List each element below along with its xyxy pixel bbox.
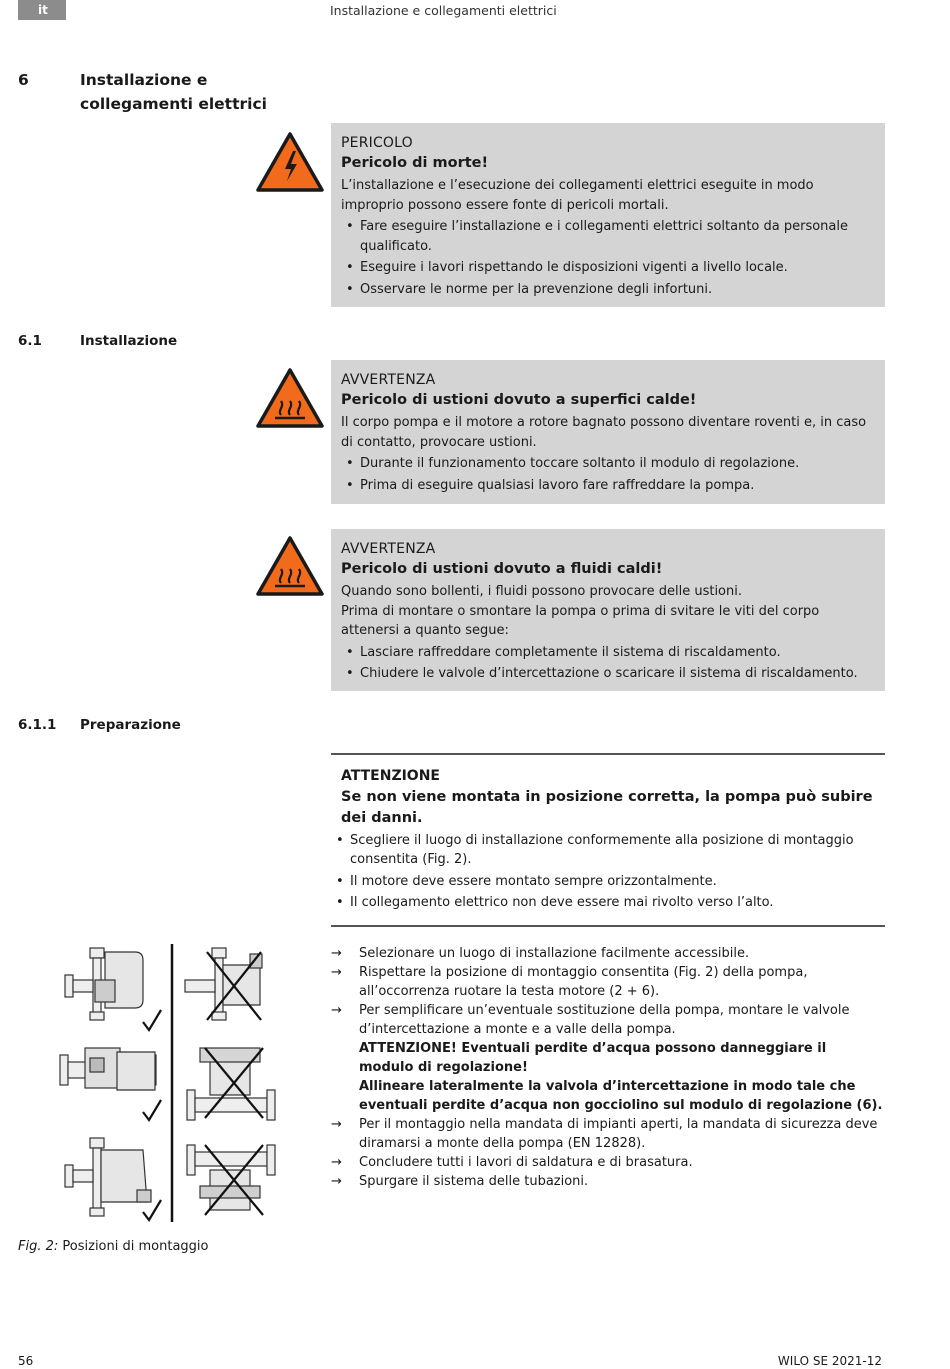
step-text: Spurgare il sistema delle tubazioni. bbox=[359, 1174, 589, 1189]
section-title: Installazione e collegamenti elettrici bbox=[80, 71, 267, 113]
list-item: • Prima di eseguire qualsiasi lavoro fare raffreddare la pompa. bbox=[341, 476, 873, 496]
language-tab: it bbox=[18, 0, 66, 20]
list-item: • Il collegamento elettrico non deve essere mai rivolto verso l’alto. bbox=[331, 893, 873, 913]
list-item bbox=[331, 1153, 885, 1172]
step-text: Rispettare la posizione di montaggio consentita (Fig. 2) della pompa, all’occorrenza ruotare la testa motore (2 + 6). bbox=[359, 965, 808, 999]
list-item: • Lasciare raffreddare completamente il sistema di riscaldamento. bbox=[341, 643, 873, 663]
list-item bbox=[331, 1172, 885, 1191]
list-item: • Scegliere il luogo di installazione conformemente alla posizione di montaggio consentita (Fig. 2). bbox=[331, 831, 873, 870]
caption-label: Fig. 2: bbox=[18, 1239, 59, 1254]
caution-title: Se non viene montata in posizione corretta, la pompa può subire dei danni. bbox=[341, 788, 873, 826]
signal-word: AVVERTENZA bbox=[341, 372, 436, 388]
hot-fluid-warning-icon bbox=[255, 535, 325, 597]
pump-allowed-1 bbox=[65, 948, 143, 1020]
signal-word: PERICOLO bbox=[341, 135, 413, 151]
pump-not-allowed-2 bbox=[187, 1048, 275, 1120]
pump-allowed-3 bbox=[65, 1138, 151, 1216]
page-number: 56 bbox=[18, 1354, 34, 1368]
list-item bbox=[331, 963, 885, 1001]
hot-surface-warning-icon bbox=[255, 367, 325, 429]
section-number: 6.1 bbox=[18, 333, 42, 349]
warning-box-hot-fluid bbox=[331, 529, 885, 691]
action-steps bbox=[331, 944, 885, 1191]
danger-title: Pericolo di morte! bbox=[341, 155, 489, 171]
warning-text: Prima di montare o smontare la pompa o prima di svitare le viti del corpo attenersi a quanto segue: bbox=[341, 603, 820, 638]
arrow-right-icon: → bbox=[331, 1003, 342, 1018]
list-item: • Fare eseguire l’installazione e i collegamenti elettrici soltanto da personale qualificato. bbox=[341, 217, 873, 256]
step-text: Per il montaggio nella mandata di impianti aperti, la mandata di sicurezza deve diramarsi a monte della pompa (EN 12828). bbox=[359, 1117, 878, 1151]
arrow-right-icon: → bbox=[331, 946, 342, 961]
list-item: • Il motore deve essere montato sempre orizzontalmente. bbox=[331, 872, 873, 892]
pump-not-allowed-1 bbox=[185, 948, 262, 1020]
list-item: • Eseguire i lavori rispettando le disposizioni vigenti a livello locale. bbox=[341, 258, 873, 278]
danger-text: L’installazione e l’esecuzione dei collegamenti elettrici eseguite in modo improprio possono essere fonte di pericoli mortali. bbox=[341, 178, 814, 213]
check-icon bbox=[143, 1010, 161, 1030]
figure-caption bbox=[18, 1239, 208, 1254]
section-title: Preparazione bbox=[80, 717, 181, 733]
arrow-right-icon: → bbox=[331, 1117, 342, 1132]
warning-box-hot-surface bbox=[331, 360, 885, 504]
signal-word: AVVERTENZA bbox=[341, 541, 436, 557]
danger-box bbox=[331, 123, 885, 307]
pump-allowed-2 bbox=[60, 1048, 156, 1090]
list-item: • Durante il funzionamento toccare soltanto il modulo di regolazione. bbox=[341, 454, 873, 474]
arrow-right-icon: → bbox=[331, 1155, 342, 1170]
check-icon bbox=[143, 1100, 161, 1120]
step-text: Concludere tutti i lavori di saldatura e di brasatura. bbox=[359, 1155, 693, 1170]
list-item: • Chiudere le valvole d’intercettazione o scaricare il sistema di riscaldamento. bbox=[341, 664, 873, 684]
step-caution-text: Allineare lateralmente la valvola d’intercettazione in modo tale che eventuali perdite d’acqua non gocciolino sul modulo di regolazione (6). bbox=[359, 1079, 883, 1113]
warning-title: Pericolo di ustioni dovuto a fluidi caldi! bbox=[341, 561, 663, 577]
caption-text: Posizioni di montaggio bbox=[62, 1239, 209, 1254]
mounting-positions-figure bbox=[55, 940, 285, 1228]
warning-text: Quando sono bollenti, i fluidi possono provocare delle ustioni. bbox=[341, 584, 742, 599]
step-caution-text: ATTENZIONE! Eventuali perdite d’acqua possono danneggiare il modulo di regolazione! bbox=[359, 1041, 827, 1075]
running-title: Installazione e collegamenti elettrici bbox=[330, 3, 557, 18]
step-text: Selezionare un luogo di installazione facilmente accessibile. bbox=[359, 946, 750, 961]
step-text: Per semplificare un’eventuale sostituzione della pompa, montare le valvole d’intercettazione a monte e a valle della pompa. bbox=[359, 1003, 850, 1037]
publisher: WILO SE 2021-12 bbox=[777, 1354, 882, 1368]
section-title: Installazione bbox=[80, 333, 178, 349]
arrow-right-icon: → bbox=[331, 965, 342, 980]
signal-word: ATTENZIONE bbox=[341, 768, 440, 784]
electric-shock-warning-icon bbox=[255, 131, 325, 193]
section-number: 6 bbox=[18, 71, 29, 89]
warning-title: Pericolo di ustioni dovuto a superfici calde! bbox=[341, 392, 697, 408]
list-item bbox=[331, 1115, 885, 1153]
caution-box bbox=[331, 753, 885, 927]
list-item bbox=[331, 944, 885, 963]
warning-text: Il corpo pompa e il motore a rotore bagnato possono diventare roventi e, in caso di contatto, provocare ustioni. bbox=[341, 415, 867, 450]
check-icon bbox=[143, 1200, 161, 1220]
list-item bbox=[331, 1001, 885, 1115]
section-number: 6.1.1 bbox=[18, 717, 57, 733]
list-item: • Osservare le norme per la prevenzione degli infortuni. bbox=[341, 280, 873, 300]
arrow-right-icon: → bbox=[331, 1174, 342, 1189]
